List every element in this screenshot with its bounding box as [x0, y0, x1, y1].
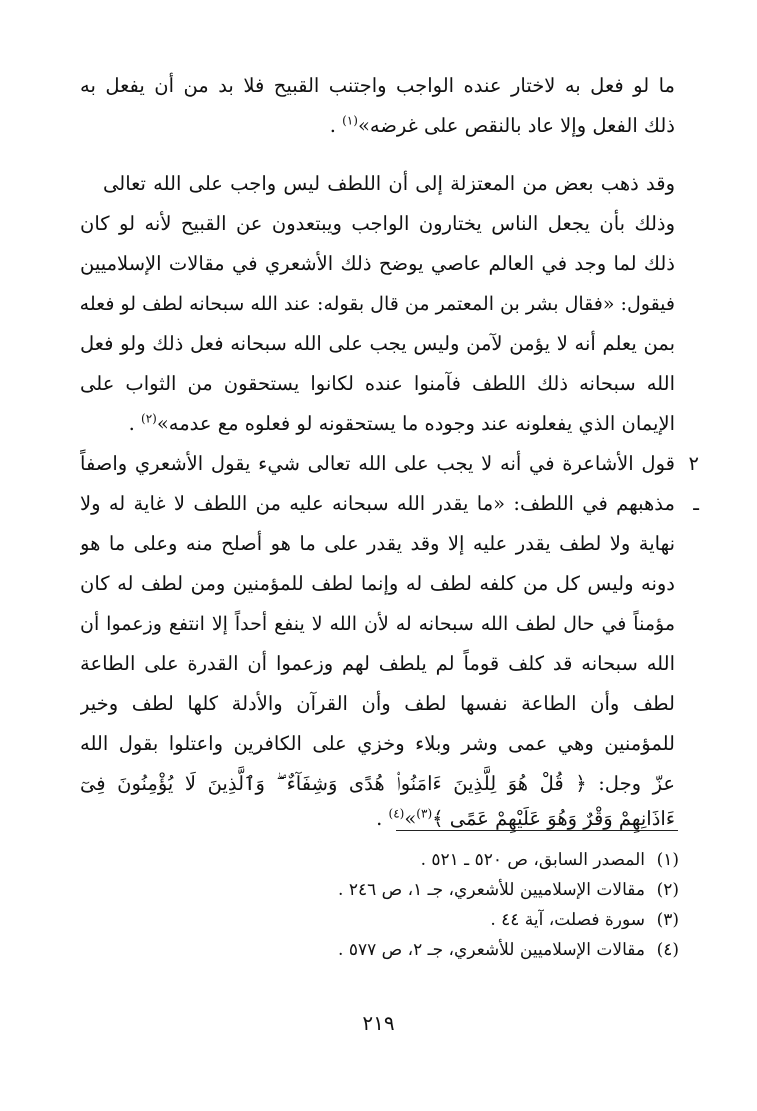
item2-line: الله سبحانه قد كلف قوماً لم يلطف لهم وزعموا أن القدرة على الطاعة: [80, 652, 675, 675]
paragraph2-line: وقد ذهب بعض من المعتزلة إلى أن اللطف ليس واجب على الله تعالى: [103, 172, 675, 195]
item2-line: نهاية ولا لطف يقدر عليه إلا وقد يقدر على ما هو أصلح منه وعلى ما هو: [80, 532, 675, 555]
quran-intro: عزّ وجل:: [586, 772, 675, 795]
item2-quran-line: [80, 764, 675, 804]
paragraph2-line: ذلك لما وجد في العالم عاصي يوضح ذلك الأشعري في مقالات الإسلاميين: [80, 252, 675, 275]
page-number: ٢١٩: [362, 1011, 395, 1035]
footnote-number: (٤): [656, 940, 679, 960]
paragraph1-end: .: [329, 114, 343, 137]
footnote-3: [79, 906, 679, 934]
item2-line: لطف وأن الطاعة نفسها لطف وأن القرآن والأدلة كلها لطف وخير: [80, 692, 675, 715]
paragraph2-line: الله سبحانه ذلك اللطف فآمنوا عنده لكانوا يستحقون من الثواب على: [80, 372, 675, 395]
paragraph2-line: بمن يعلم أنه لا يؤمن لآمن وليس يجب على الله سبحانه فعل ذلك ولو فعل: [80, 332, 675, 355]
footnote-ref-4: (٤): [388, 806, 405, 821]
quran-verse-part2: ءَاذَانِهِمْ وَقْرٌ وَهُوَ عَلَيْهِمْ عَمًى ﴾: [432, 807, 675, 830]
paragraph2-line: وذلك بأن يجعل الناس يختارون الواجب ويبتعدون عن القبيح لأنه لو كان: [80, 212, 675, 235]
paragraph1-text: ذلك الفعل وإلا عاد بالنقص على غرضه»: [357, 114, 675, 137]
footnote-separator: [396, 830, 678, 831]
item2-line: للمؤمنين وهي عمى وشر وبلاء وخزي على الكافرين واعتلوا بقول الله: [80, 732, 675, 755]
item2-quran-line: [80, 799, 675, 839]
footnote-ref-2: (٢): [141, 411, 157, 426]
quran-verse-part1: ﴿ قُلْ هُوَ لِلَّذِينَ ءَامَنُوا۟ هُدًى وَشِفَآءٌ ۖ وَٱلَّذِينَ لَا يُؤْمِنُونَ فِىٓ: [80, 772, 587, 795]
footnote-number: (٣): [656, 910, 679, 930]
footnote-text: مقالات الإسلاميين للأشعري، جـ ٢، ص ٥٧٧ .: [338, 940, 645, 960]
paragraph1-line: ما لو فعل به لاختار عنده الواجب واجتنب القبيح فلا بد من أن يفعل به: [80, 74, 675, 97]
footnote-ref-1: (١): [342, 113, 358, 128]
footnote-text: مقالات الإسلاميين للأشعري، جـ ١، ص ٢٤٦ .: [338, 880, 645, 900]
footnote-number: (١): [656, 850, 679, 870]
footnote-number: (٢): [656, 880, 679, 900]
paragraph2-text: الإيمان الذي يفعلونه عند وجوده ما يستحقونه لو فعلوه مع عدمه»: [156, 412, 675, 435]
footnote-text: سورة فصلت، آية ٤٤ .: [490, 910, 645, 930]
paragraph2-end: .: [128, 412, 141, 435]
footnote-4: [79, 936, 679, 964]
item2-line: مذهبهم في اللطف: «ما يقدر الله سبحانه عليه من اللطف لا غاية له ولا: [80, 492, 675, 515]
item2-line: مؤمناً في حال لطف الله سبحانه له لأن الله لا ينفع أحداً إلا انتفع وزعموا أن: [80, 613, 675, 635]
footnote-text: المصدر السابق، ص ٥٢٠ ـ ٥٢١ .: [420, 850, 645, 870]
paragraph2-line: [80, 404, 675, 444]
item2-end: .: [376, 807, 389, 830]
quote-close: »: [404, 807, 417, 830]
list-item-number: ٢ ـ: [688, 452, 699, 515]
footnote-2: [79, 876, 679, 904]
item2-line: قول الأشاعرة في أنه لا يجب على الله تعالى شيء يقول الأشعري واصفاً: [80, 452, 675, 475]
footnote-ref-3: (٣): [416, 806, 433, 821]
item2-line: دونه وليس كل من كلفه لطف له وإنما لطف للمؤمنين ومن لطف له كان: [80, 572, 675, 595]
paragraph2-line: فيقول: «فقال بشر بن المعتمر من قال بقوله: عند الله سبحانه لطف لو فعله: [80, 293, 675, 315]
footnote-1: [79, 846, 679, 874]
paragraph1-line: [80, 106, 675, 146]
